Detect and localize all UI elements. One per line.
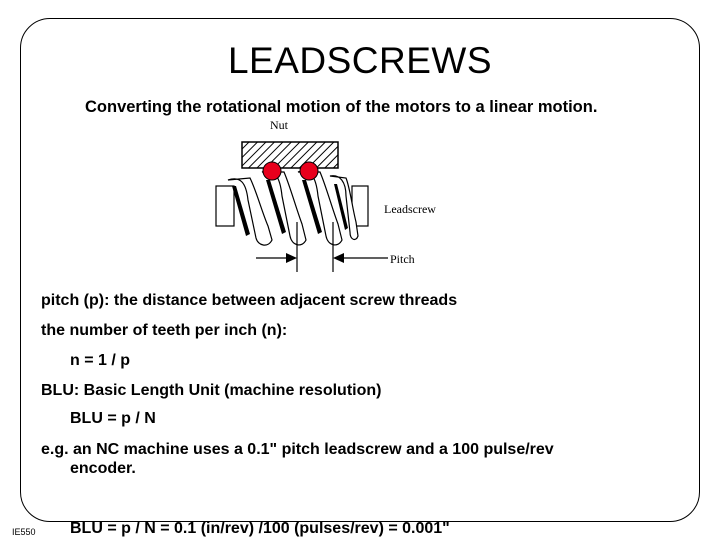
course-code: IE550 [12,527,36,537]
nut-ball-left [263,162,281,180]
slide-title: LEADSCREWS [227,40,493,81]
teeth-definition: the number of teeth per inch (n): [41,322,288,339]
blu-definition: BLU: Basic Length Unit (machine resolution) [41,382,382,399]
shaft-left-end [216,186,234,226]
nut-label: Nut [270,118,288,132]
pitch-arrow-right-head [333,253,344,263]
example-line-2: encoder. [70,460,136,477]
leadscrew-label: Leadscrew [384,202,436,216]
nut-block [242,142,338,168]
teeth-formula: n = 1 / p [70,352,131,369]
nut-ball-right [300,162,318,180]
blu-result: BLU = p / N = 0.1 (in/rev) /100 (pulses/rev) = 0.001" [70,520,450,537]
pitch-label: Pitch [390,252,415,266]
pitch-definition: pitch (p): the distance between adjacent screw threads [41,292,458,309]
slide-subtitle: Converting the rotational motion of the motors to a linear motion. [85,98,598,116]
pitch-arrow-left-head [286,253,297,263]
example-line-1: e.g. an NC machine uses a 0.1" pitch leadscrew and a 100 pulse/rev [41,441,554,458]
blu-formula: BLU = p / N [70,410,156,427]
